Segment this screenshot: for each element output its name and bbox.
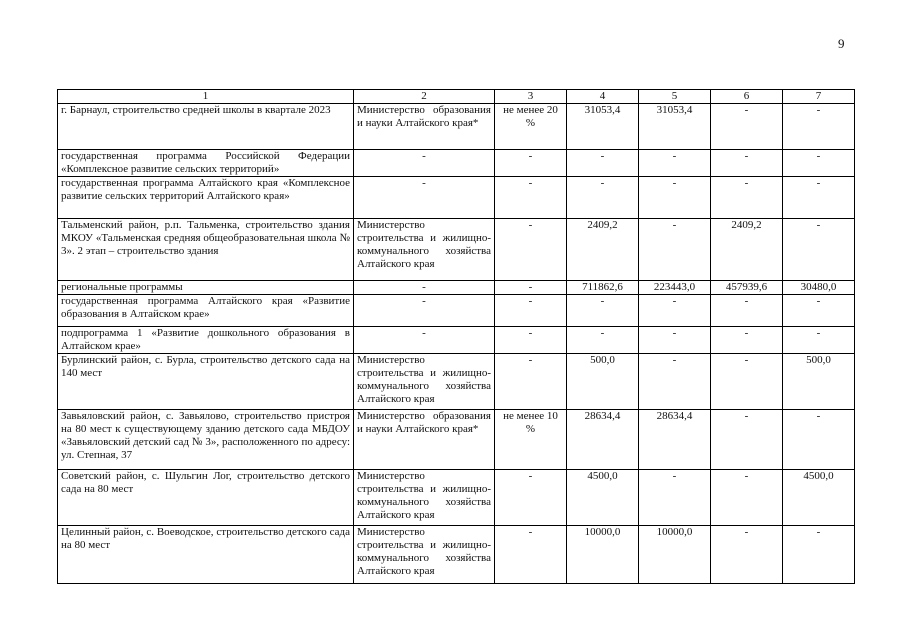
federal-cell: -	[639, 354, 711, 410]
share-cell: -	[495, 470, 567, 526]
municipal-cell: -	[783, 104, 855, 150]
regional-cell: -	[711, 295, 783, 327]
federal-cell: 31053,4	[639, 104, 711, 150]
table-row	[58, 354, 855, 410]
column-header: 4	[567, 90, 639, 104]
regional-cell: 2409,2	[711, 219, 783, 281]
federal-cell: -	[639, 295, 711, 327]
federal-cell: 10000,0	[639, 526, 711, 584]
project-cell: государственная программа Российской Федерации «Комплексное развитие сельских территорий»	[58, 150, 354, 177]
regional-cell: -	[711, 104, 783, 150]
share-cell: -	[495, 219, 567, 281]
ministry-cell: Министерство образования и науки Алтайского края*	[354, 410, 495, 470]
total-cell: -	[567, 295, 639, 327]
ministry-cell: Министерство строительства и жилищно-коммунального хозяйства Алтайского края	[354, 354, 495, 410]
municipal-cell: -	[783, 410, 855, 470]
municipal-cell: 4500,0	[783, 470, 855, 526]
total-cell: 4500,0	[567, 470, 639, 526]
project-cell: Тальменский район, р.п. Тальменка, строительство здания МКОУ «Тальменская средняя общеобразовательная школа № 3». 2 этап – строительство здания	[58, 219, 354, 281]
budget-table	[57, 89, 855, 584]
federal-cell: -	[639, 177, 711, 219]
project-cell: государственная программа Алтайского края «Комплексное развитие сельских территорий Алтайского края»	[58, 177, 354, 219]
municipal-cell: 500,0	[783, 354, 855, 410]
share-cell: -	[495, 354, 567, 410]
table-row	[58, 104, 855, 150]
municipal-cell: -	[783, 219, 855, 281]
total-cell: -	[567, 150, 639, 177]
project-cell: подпрограмма 1 «Развитие дошкольного образования в Алтайском крае»	[58, 327, 354, 354]
table-row	[58, 177, 855, 219]
project-cell: региональные программы	[58, 281, 354, 295]
total-cell: 28634,4	[567, 410, 639, 470]
total-cell: 10000,0	[567, 526, 639, 584]
regional-cell: -	[711, 526, 783, 584]
ministry-cell: -	[354, 281, 495, 295]
municipal-cell: -	[783, 526, 855, 584]
federal-cell: -	[639, 470, 711, 526]
project-cell: г. Барнаул, строительство средней школы в квартале 2023	[58, 104, 354, 150]
project-cell: Советский район, с. Шульгин Лог, строительство детского сада на 80 мест	[58, 470, 354, 526]
table-row	[58, 295, 855, 327]
ministry-cell: Министерство образования и науки Алтайского края*	[354, 104, 495, 150]
column-header: 1	[58, 90, 354, 104]
municipal-cell: -	[783, 327, 855, 354]
federal-cell: -	[639, 327, 711, 354]
column-header: 3	[495, 90, 567, 104]
share-cell: не менее 20 %	[495, 104, 567, 150]
total-cell: -	[567, 327, 639, 354]
table-row	[58, 470, 855, 526]
federal-cell: 223443,0	[639, 281, 711, 295]
project-cell: Бурлинский район, с. Бурла, строительство детского сада на 140 мест	[58, 354, 354, 410]
regional-cell: -	[711, 327, 783, 354]
total-cell: 31053,4	[567, 104, 639, 150]
regional-cell: -	[711, 410, 783, 470]
column-number-row	[58, 90, 855, 104]
table-row	[58, 410, 855, 470]
table-row	[58, 526, 855, 584]
project-cell: государственная программа Алтайского края «Развитие образования в Алтайском крае»	[58, 295, 354, 327]
page-number: 9	[838, 36, 845, 51]
table-row	[58, 327, 855, 354]
share-cell: -	[495, 177, 567, 219]
column-header: 2	[354, 90, 495, 104]
share-cell: -	[495, 327, 567, 354]
column-header: 6	[711, 90, 783, 104]
municipal-cell: -	[783, 177, 855, 219]
ministry-cell: -	[354, 150, 495, 177]
ministry-cell: -	[354, 295, 495, 327]
share-cell: не менее 10 %	[495, 410, 567, 470]
table-row	[58, 150, 855, 177]
share-cell: -	[495, 526, 567, 584]
ministry-cell: Министерство строительства и жилищно-коммунального хозяйства Алтайского края	[354, 470, 495, 526]
ministry-cell: Министерство строительства и жилищно-коммунального хозяйства Алтайского края	[354, 526, 495, 584]
table-row	[58, 219, 855, 281]
column-header: 5	[639, 90, 711, 104]
regional-cell: -	[711, 150, 783, 177]
municipal-cell: 30480,0	[783, 281, 855, 295]
regional-cell: -	[711, 354, 783, 410]
total-cell: 2409,2	[567, 219, 639, 281]
federal-cell: -	[639, 150, 711, 177]
federal-cell: -	[639, 219, 711, 281]
table-row	[58, 281, 855, 295]
share-cell: -	[495, 281, 567, 295]
column-header: 7	[783, 90, 855, 104]
share-cell: -	[495, 150, 567, 177]
regional-cell: -	[711, 177, 783, 219]
total-cell: 500,0	[567, 354, 639, 410]
total-cell: 711862,6	[567, 281, 639, 295]
total-cell: -	[567, 177, 639, 219]
federal-cell: 28634,4	[639, 410, 711, 470]
ministry-cell: -	[354, 177, 495, 219]
share-cell: -	[495, 295, 567, 327]
project-cell: Целинный район, с. Воеводское, строительство детского сада на 80 мест	[58, 526, 354, 584]
project-cell: Завьяловский район, с. Завьялово, строительство пристроя на 80 мест к существующему зданию детского сада МБДОУ «Завьяловский детский сад № 3», расположенного по адресу: ул. Степная, 37	[58, 410, 354, 470]
ministry-cell: Министерство строительства и жилищно-коммунального хозяйства Алтайского края	[354, 219, 495, 281]
municipal-cell: -	[783, 150, 855, 177]
regional-cell: -	[711, 470, 783, 526]
municipal-cell: -	[783, 295, 855, 327]
regional-cell: 457939,6	[711, 281, 783, 295]
ministry-cell: -	[354, 327, 495, 354]
